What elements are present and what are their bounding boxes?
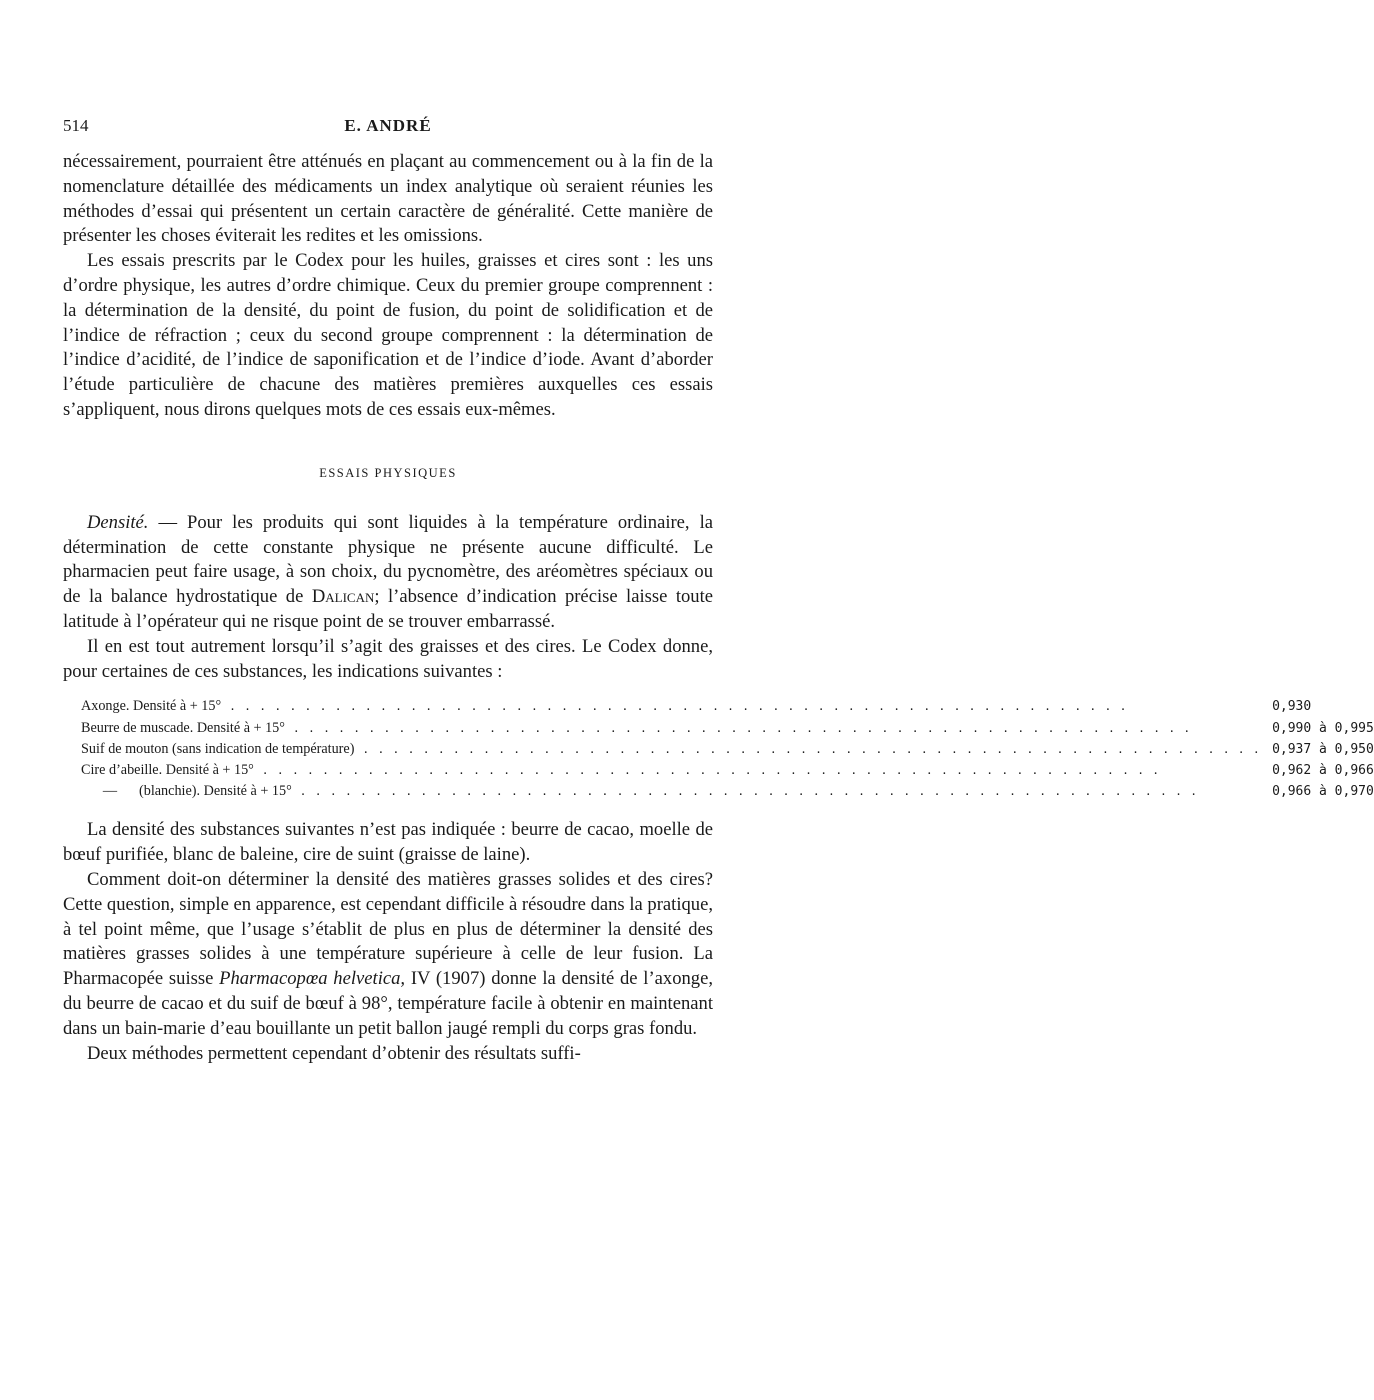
paragraph-intro: nécessairement, pourraient être atténués en plaçant au commencement ou à la fin de la nomenclature détaillée des médicaments un index analytique où seraient réunies les méthodes d’essai qui présentent un certain caractère de généralité. Cette manière de présenter les choses éviterait les redites et les omissions. [63,151,713,247]
paragraph-question [63,868,713,1042]
paragraph-densite [63,511,713,635]
density-row [81,696,1374,717]
substance-label: Cire d’abeille. Densité à + 15° [81,761,254,778]
density-row [81,760,1374,781]
ditto-dash: — [102,783,118,800]
substance-label: (blanchie). Densité à + 15° [139,783,292,800]
page-number: 514 [63,116,89,135]
leader-dots: . . . . . . . . . . . . . . . . . . . . . . . . . . . . . . . . . . . . . . . . . . . . . . . . . . . . . . . . . . . . [255,761,1162,778]
density-value: 0,990 à 0,995 [1272,720,1374,736]
question-text-a: Comment doit-on déterminer la densité des matières grasses solides et des cires? Cette question, simple en apparence, est cependant difficile à résoudre dans la pratique, à tel point même, que l’usage s’établit de plus en plus de déterminer la densité des matières grasses solides à une température supérieure à celle de leur fusion. La Pharmacopée suisse [63,868,713,990]
paragraph-graisses: Il en est tout autrement lorsqu’il s’agit des graisses et des cires. Le Codex donne, pour certaines de ces substances, les indications suivantes : [63,635,713,682]
substance-label: Beurre de muscade. Densité à + 15° [81,719,285,736]
body-text [63,150,1374,1066]
pharmacopoeia-title: Pharmacopœa helvetica, [219,968,406,990]
running-head: E. ANDRÉ [344,116,432,135]
density-table [81,696,1374,802]
leader-dots: . . . . . . . . . . . . . . . . . . . . . . . . . . . . . . . . . . . . . . . . . . . . . . . . . . . . . . . . . . . . [223,698,1129,715]
density-value: 0,930 [1272,699,1312,715]
section-heading: ESSAIS PHYSIQUES [319,465,457,480]
substance-label: Axonge. Densité à + 15° [81,698,222,715]
dalican-name: Dalican [311,586,375,608]
density-row [81,718,1374,739]
densite-term: Densité. [87,511,149,533]
question-text-b: IV (1907) donne la densité de l’axonge, du beurre de cacao et du suif de bœuf à 98°, température facile à obtenir en maintenant dans un bain-marie d’eau bouillante un petit ballon jaugé rempli du corps gras fondu. [63,968,713,1039]
density-substance [81,696,1262,717]
density-substance [81,718,1262,739]
density-substance [81,739,1262,760]
paragraph-not-indicated: La densité des substances suivantes n’est pas indiquée : beurre de cacao, moelle de bœuf purifiée, blanc de baleine, cire de suint (graisse de laine). [63,819,713,866]
density-value: 0,962 à 0,966 [1272,762,1374,778]
density-value: 0,937 à 0,950 [1272,741,1374,757]
leader-dots: . . . . . . . . . . . . . . . . . . . . . . . . . . . . . . . . . . . . . . . . . . . . . . . . . . . . . . . . . . . . [293,783,1200,800]
substance-label: Suif de mouton (sans indication de température) [81,740,355,757]
density-row [81,781,1374,802]
page-header [63,116,713,140]
density-substance [81,781,1262,802]
density-value: 0,966 à 0,970 [1272,784,1374,800]
paragraph-methods: Deux méthodes permettent cependant d’obtenir des résultats suffi- [87,1042,581,1064]
densite-text-b: ; l’absence d’indication précise laisse toute latitude à l’opérateur qui ne risque point de se trouver embarrassé. [63,586,714,632]
leader-dots: . . . . . . . . . . . . . . . . . . . . . . . . . . . . . . . . . . . . . . . . . . . . . . . . . . . . . . . . . . . . [356,740,1263,757]
leader-dots: . . . . . . . . . . . . . . . . . . . . . . . . . . . . . . . . . . . . . . . . . . . . . . . . . . . . . . . . . . . . [286,719,1193,736]
density-row [81,739,1374,760]
density-substance [81,760,1262,781]
paragraph-codex-tests: Les essais prescrits par le Codex pour les huiles, graisses et cires sont : les uns d’ordre physique, les autres d’ordre chimique. Ceux du premier groupe comprennent : la détermination de la densité, du point de fusion, du point de solidification et de l’indice de réfraction ; ceux du second groupe comprennent : la détermination de l’indice d’acidité, de l’indice de saponification et de l’indice d’iode. Avant d’aborder l’étude particulière de chacune des matières premières auxquelles ces essais s’appliquent, nous dirons quelques mots de ces essais eux-mêmes. [63,250,713,420]
densite-text-a: — Pour les produits qui sont liquides à la température ordinaire, la détermination de cette constante physique ne présente aucune difficulté. Le pharmacien peut faire usage, à son choix, du pycnomètre, des aréomètres spéciaux ou de la balance hydrostatique de [63,511,713,608]
